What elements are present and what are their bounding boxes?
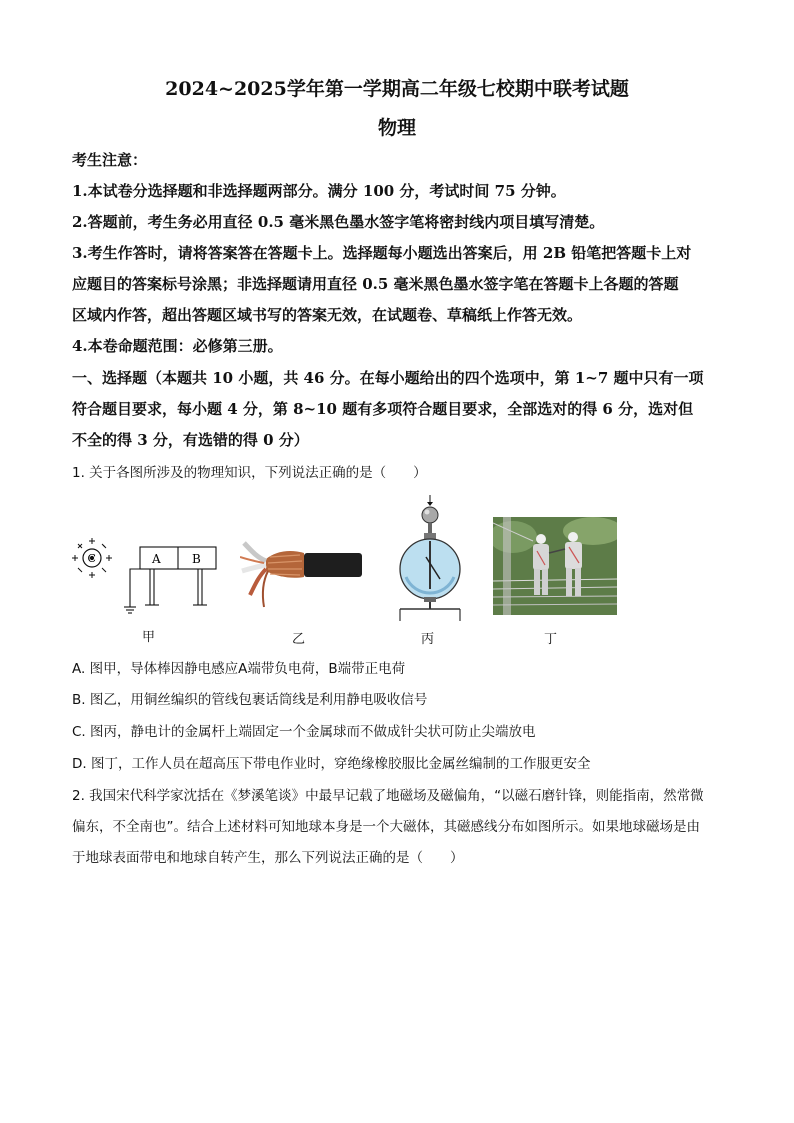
notice-item-3-cont: 应题目的答案标号涂黑；非选择题请用直径 0.5 毫米黑色墨水签字笔在答题卡上各题的答题 xyxy=(72,275,679,293)
notice-item-3: 3.考生作答时，请将答案答在答题卡上。选择题每小题选出答案后，用 2B 铅笔把答题卡上对 xyxy=(72,244,692,262)
subject-title: 物理 xyxy=(377,117,416,139)
figure-jia xyxy=(68,535,228,625)
notice-item-1: 1.本试卷分选择题和非选择题两部分。满分 100 分，考试时间 75 分钟。 xyxy=(72,182,566,200)
notice-heading: 考生注意： xyxy=(72,151,148,169)
section-heading-line-3: 不全的得 3 分，有选错的得 0 分） xyxy=(72,431,309,449)
question-2-line-2: 偏东，不全南也”。结合上述材料可知地球本身是一个大磁体，其磁感线分布如图所示。如果地球磁场是由 xyxy=(72,819,700,835)
section-heading-line-1: 一、选择题（本题共 10 小题，共 46 分。在每小题给出的四个选项中，第 1~7 题中只有一项 xyxy=(72,369,704,387)
figure-ding-photo xyxy=(493,517,617,615)
question-2-line-3: 于地球表面带电和地球自转产生，那么下列说法正确的是（ ） xyxy=(72,850,464,866)
figure-label-jia: 甲 xyxy=(142,630,156,645)
figure-label-ding: 丁 xyxy=(544,632,558,647)
workers-photo-image xyxy=(493,517,617,615)
question-1-option-d: D. 图丁，工作人员在超高压下带电作业时，穿绝缘橡胶服比金属丝编制的工作服更安全 xyxy=(72,756,591,772)
exam-title: 2024~2025学年第一学期高二年级七校期中联考试题 xyxy=(165,78,629,100)
question-1-option-b: B. 图乙，用铜丝编织的管线包裹话筒线是利用静电吸收信号 xyxy=(72,692,428,708)
question-1-option-c: C. 图丙，静电计的金属杆上端固定一个金属球而不做成针尖状可防止尖端放电 xyxy=(72,724,536,740)
rod-end-b: B xyxy=(192,552,201,566)
question-1-option-a: A. 图甲，导体棒因静电感应A端带负电荷，B端带正电荷 xyxy=(72,661,406,677)
figure-label-yi: 乙 xyxy=(292,632,306,647)
notice-item-4: 4.本卷命题范围：必修第三册。 xyxy=(72,337,283,355)
question-2-line-1: 2. 我国宋代科学家沈括在《梦溪笔谈》中最早记载了地磁场及磁偏角，“以磁石磨针锋，则能指南，然常微 xyxy=(72,788,704,804)
charge-label: C xyxy=(87,552,96,565)
figure-yi xyxy=(240,525,362,615)
figure-label-bing: 丙 xyxy=(421,632,435,647)
section-heading-line-2: 符合题目要求，每小题 4 分，第 8~10 题有多项符合题目要求，全部选对的得 6 分，选对但 xyxy=(72,400,694,418)
question-1-stem: 1. 关于各图所涉及的物理知识，下列说法正确的是（ ） xyxy=(72,465,427,481)
conductor-rod xyxy=(124,547,216,613)
rod-end-a: A xyxy=(152,552,161,566)
notice-item-3-cont2: 区域内作答，超出答题区域书写的答案无效，在试题卷、草稿纸上作答无效。 xyxy=(72,306,583,324)
notice-item-2: 2.答题前，考生务必用直径 0.5 毫米黑色墨水签字笔将密封线内项目填写清楚。 xyxy=(72,213,605,231)
figure-bing xyxy=(386,493,474,623)
